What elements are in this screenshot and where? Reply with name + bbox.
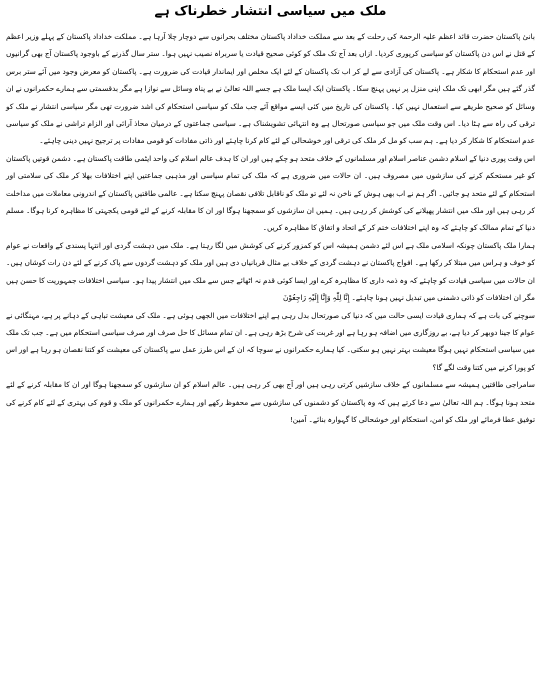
article-paragraph-4: سوچنے کی بات ہے کہ ہماری قیادت ایسی حالت میں کہ دنیا کی صورتحال بدل رہی ہے اپنے اختلافات میں الجھی ہوئی ہے۔ ملک کی معیشت تباہی کے دہانے پر ہے، مہنگائی نے عوام کا جینا دوبھر کر دیا ہے، بے روزگاری میں اضافہ ہو رہا ہے اور غربت کی شرح بڑھ رہی ہے۔ ان تمام مسائل کا حل صرف اور صرف سیاسی استحکام میں ہے۔ جب تک ملک میں سیاسی استحکام نہیں ہوگا معیشت بہتر نہیں ہو سکتی۔ کیا ہمارے حکمرانوں نے سوچا کہ ان کے اس طرز عمل سے پاکستان کی معیشت کو کتنا نقصان ہو رہا ہے اور اس کو پورا کرنے میں کتنا وقت لگے گا؟ xyxy=(6,310,535,372)
article-paragraph-1: بانیٔ پاکستان حضرت قائد اعظم علیہ الرحمۃ کی رحلت کے بعد سے مملکت خداداد پاکستان مختلف بحرانوں سے دوچار چلا آرہا ہے۔ مملکت خداداد پاکستان کے پہلے وزیر اعظم کے قتل نے اس دن پاکستان کو سیاسی کرپوری کردیا۔ ازاں بعد آج تک ملک کو کوئی صحیح قیادت یا سربراہ نصیب نہیں ہوا۔ ستر سال گذرنے کے باوجود پاکستان آج بھی گرانیوں اور عدم استحکام کا شکار ہے۔ پاکستان کی آزادی سے لے کر اب تک پاکستان کے لئے ایک مخلص اور ایماندار قیادت کی ضرورت ہے۔ پاکستان کو معرض وجود میں آئے ستر برس گذر گئے ہیں مگر ابھی تک ملک اپنی منزل پر نہیں پہنچ سکا۔ پاکستان ایک ایسا ملک ہے جسے اللہ تعالیٰ نے بے پناہ وسائل سے نوازا ہے مگر بدقسمتی سے ہمارے حکمرانوں نے ان وسائل کو صحیح طریقے سے استعمال نہیں کیا۔ پاکستان کی تاریخ میں کئی ایسے مواقع آئے جب ملک کو سیاسی استحکام کی اشد ضرورت تھی مگر سیاسی انتشار نے ملک کو ترقی کی راہ سے ہٹا دیا۔ اس وقت ملک میں جو سیاسی صورتحال ہے وہ انتہائی تشویشناک ہے۔ سیاسی جماعتوں کے درمیان محاذ آرائی اور الزام تراشی نے ملک کو سیاسی عدم استحکام کا شکار کر دیا ہے۔ ہم سب کو مل کر ملک کی ترقی اور خوشحالی کے لئے کام کرنا چاہئے اور ذاتی مفادات کو قومی مفادات پر ترجیح نہیں دینی چاہئے۔ xyxy=(6,32,535,146)
article-title: ملک میں سیاسی انتشار خطرناک ہے xyxy=(154,4,387,19)
article-paragraph-5: سامراجی طاقتیں ہمیشہ سے مسلمانوں کے خلاف سازشیں کرتی رہی ہیں اور آج بھی کر رہی ہیں۔ عالم اسلام کو ان سازشوں کو سمجھنا ہوگا اور ان کا مقابلہ کرنے کے لئے متحد ہونا ہوگا۔ ہم اللہ تعالیٰ سے دعا کرتے ہیں کہ وہ پاکستان کو دشمنوں کی سازشوں سے محفوظ رکھے اور ہمارے حکمرانوں کو ملک و قوم کی بہتری کے لئے کام کرنے کی توفیق عطا فرمائے اور ملک کو امن، استحکام اور خوشحالی کا گہوارہ بنائے۔ آمین! xyxy=(6,380,535,424)
article-paragraph-3: ہمارا ملک پاکستان چونکہ اسلامی ملک ہے اس لئے دشمن ہمیشہ اس کو کمزور کرنے کی کوشش میں لگا رہتا ہے۔ ملک میں دہشت گردی اور انتہا پسندی کے واقعات نے عوام کو خوف و ہراس میں مبتلا کر رکھا ہے۔ افواج پاکستان نے دہشت گردی کے خلاف بے مثال قربانیاں دی ہیں اور ملک کو دہشت گردوں سے پاک کرنے کے لئے دن رات کوشاں ہیں۔ ان حالات میں سیاسی قیادت کو چاہئے کہ وہ ذمہ داری کا مظاہرہ کرے اور ایسا کوئی قدم نہ اٹھائے جس سے ملک میں انتشار پیدا ہو۔ سیاسی اختلافات جمہوریت کا حسن ہیں مگر ان اختلافات کو ذاتی دشمنی میں تبدیل نہیں ہونا چاہئے۔ إِنَّا لِلّٰہِ وَإِنَّا إِلَیْہِ رَاجِعُوْنَ xyxy=(6,240,535,303)
article-paragraph-2: اس وقت پوری دنیا کے اسلام دشمن عناصر اسلام اور مسلمانوں کے خلاف متحد ہو چکے ہیں اور ان کا ہدف عالم اسلام کی واحد ایٹمی طاقت پاکستان ہے۔ دشمن قوتیں پاکستان کو غیر مستحکم کرنے کی سازشوں میں مصروف ہیں۔ ان حالات میں ضروری ہے کہ ملک کی تمام سیاسی اور مذہبی جماعتیں اپنے اختلافات بھلا کر ملک کی سلامتی اور استحکام کے لئے متحد ہو جائیں۔ اگر ہم نے اب بھی ہوش کے ناخن نہ لئے تو ملک کو ناقابل تلافی نقصان پہنچ سکتا ہے۔ عالمی طاقتیں پاکستان کے اندرونی معاملات میں مداخلت کر رہی ہیں اور ملک میں انتشار پھیلانے کی کوشش کر رہی ہیں۔ ہمیں ان سازشوں کو سمجھنا ہوگا اور ان کا مقابلہ کرنے کے لئے قومی یکجہتی کا مظاہرہ کرنا ہوگا۔ مسلم دنیا کے تمام ممالک کو چاہئے کہ وہ اپنے اختلافات ختم کر کے اتحاد و اتفاق کا مظاہرہ کریں۔ xyxy=(6,153,535,233)
article-body xyxy=(6,28,535,428)
